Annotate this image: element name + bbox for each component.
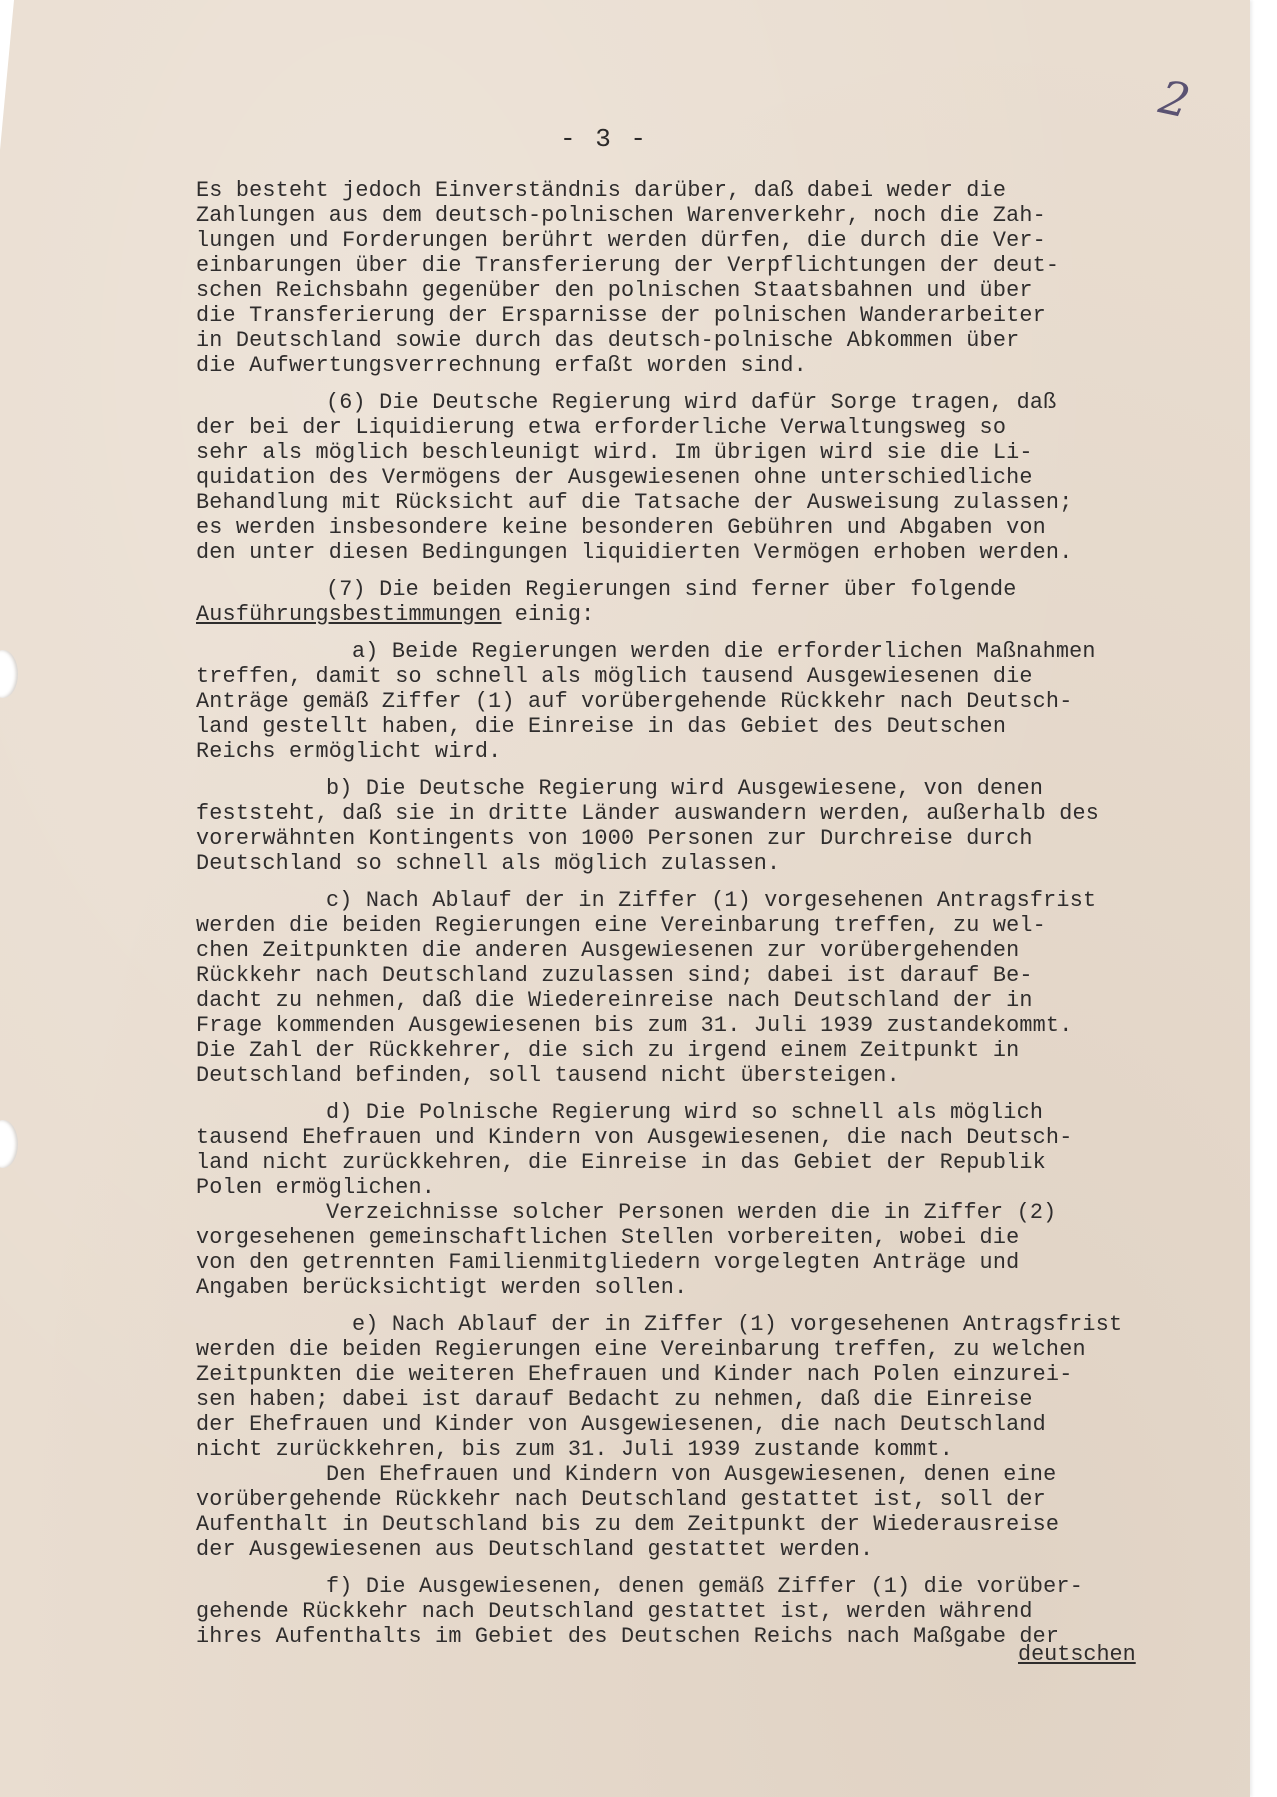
text-line: die Transferierung der Ersparnisse der polnischen Wanderarbeiter (196, 303, 1046, 328)
text-line (196, 602, 1206, 627)
text-line: land nicht zurückkehren, die Einreise in das Gebiet der Republik (196, 1150, 1046, 1175)
text-line: ihres Aufenthalts im Gebiet des Deutschen Reichs nach Maßgabe der (196, 1624, 1060, 1649)
text-line: b) Die Deutsche Regierung wird Ausgewiesene, von denen (326, 776, 1044, 801)
text-line: von den getrennten Familienmitgliedern vorgelegten Anträge und (196, 1250, 1020, 1275)
text-line: d) Die Polnische Regierung wird so schnell als möglich (326, 1100, 1044, 1125)
text-line: Deutschland befinden, soll tausend nicht übersteigen. (196, 1063, 900, 1088)
text-line: Frage kommenden Ausgewiesenen bis zum 31. Juli 1939 zustandekommt. (196, 1013, 1073, 1038)
text-line: sehr als möglich beschleunigt wird. Im übrigen wird sie die Li- (196, 440, 1033, 465)
text-line: werden die beiden Regierungen eine Vereinbarung treffen, zu welchen (196, 1337, 1086, 1362)
handwritten-page-mark: 2 (1154, 69, 1195, 129)
text-line: werden die beiden Regierungen eine Vereinbarung treffen, zu wel- (196, 913, 1046, 938)
paragraph-c (196, 888, 1206, 1088)
text-line: der Ehefrauen und Kinder von Ausgewiesenen, die nach Deutschland (196, 1412, 1046, 1437)
text-line: vorerwähnten Kontingents von 1000 Personen zur Durchreise durch (196, 826, 1033, 851)
text-line: der bei der Liquidierung etwa erforderliche Verwaltungsweg so (196, 415, 1007, 440)
text-line: Rückkehr nach Deutschland zuzulassen sind; dabei ist darauf Be- (196, 963, 1033, 988)
text-line: Den Ehefrauen und Kindern von Ausgewiesenen, denen eine (326, 1462, 1057, 1487)
torn-corner (0, 0, 14, 150)
text-line: der Ausgewiesenen aus Deutschland gestattet werden. (196, 1537, 874, 1562)
text-line: vorgesehenen gemeinschaftlichen Stellen vorbereiten, wobei die (196, 1225, 1020, 1250)
text-line: f) Die Ausgewiesenen, denen gemäß Ziffer (1) die vorüber- (326, 1574, 1083, 1599)
text-line: Deutschland so schnell als möglich zulassen. (196, 851, 781, 876)
text-line: tausend Ehefrauen und Kindern von Ausgewiesenen, die nach Deutsch- (196, 1125, 1073, 1150)
text-line: Die Zahl der Rückkehrer, die sich zu irgend einem Zeitpunkt in (196, 1038, 1020, 1063)
paragraph-a (196, 639, 1206, 764)
paragraph-continuation (196, 178, 1206, 378)
text-line: gehende Rückkehr nach Deutschland gestattet ist, werden während (196, 1599, 1033, 1624)
text-line: Aufenthalt in Deutschland bis zu dem Zeitpunkt der Wiederausreise (196, 1512, 1060, 1537)
text-line: Anträge gemäß Ziffer (1) auf vorübergehende Rückkehr nach Deutsch- (196, 689, 1073, 714)
text-line: treffen, damit so schnell als möglich tausend Ausgewiesenen die (196, 664, 1033, 689)
text-line: dacht zu nehmen, daß die Wiedereinreise nach Deutschland der in (196, 988, 1033, 1013)
text-line: in Deutschland sowie durch das deutsch-polnische Abkommen über (196, 328, 1020, 353)
punch-hole-upper (0, 650, 18, 698)
text-line: feststeht, daß sie in dritte Länder auswandern werden, außerhalb des (196, 801, 1100, 826)
text-line: lungen und Forderungen berührt werden dürfen, die durch die Ver- (196, 228, 1046, 253)
text-line: einbarungen über die Transferierung der Verpflichtungen der deut- (196, 253, 1060, 278)
text-fragment: einig: (501, 602, 595, 627)
paragraph-7 (196, 577, 1206, 627)
text-line: (7) Die beiden Regierungen sind ferner über folgende (326, 577, 1017, 602)
text-line: Reichs ermöglicht wird. (196, 739, 502, 764)
body-text (196, 178, 1206, 1661)
text-line: Behandlung mit Rücksicht auf die Tatsache der Ausweisung zulassen; (196, 490, 1073, 515)
punch-hole-lower (0, 1120, 18, 1168)
text-line: Verzeichnisse solcher Personen werden die in Ziffer (2) (326, 1200, 1057, 1225)
text-line: e) Nach Ablauf der in Ziffer (1) vorgesehenen Antragsfrist (352, 1312, 1123, 1337)
page-number: - 3 - (560, 124, 649, 154)
text-line: (6) Die Deutsche Regierung wird dafür Sorge tragen, daß (326, 390, 1057, 415)
text-line: vorübergehende Rückkehr nach Deutschland gestattet ist, soll der (196, 1487, 1046, 1512)
catchword: deutschen (1018, 1642, 1136, 1667)
text-line: Zeitpunkten die weiteren Ehefrauen und Kinder nach Polen einzurei- (196, 1362, 1073, 1387)
underlined-heading: Ausführungsbestimmungen (196, 602, 502, 627)
text-line: Es besteht jedoch Einverständnis darüber, daß dabei weder die (196, 178, 1007, 203)
paragraph-b (196, 776, 1206, 876)
paragraph-e (196, 1312, 1206, 1562)
paragraph-6 (196, 390, 1206, 565)
text-line: Polen ermöglichen. (196, 1175, 436, 1200)
text-line: sen haben; dabei ist darauf Bedacht zu nehmen, daß die Einreise (196, 1387, 1033, 1412)
paragraph-f (196, 1574, 1206, 1649)
text-line: die Aufwertungsverrechnung erfaßt worden sind. (196, 353, 807, 378)
text-line: nicht zurückkehren, bis zum 31. Juli 1939 zustande kommt. (196, 1437, 953, 1462)
text-line: schen Reichsbahn gegenüber den polnischen Staatsbahnen und über (196, 278, 1033, 303)
text-line: den unter diesen Bedingungen liquidierten Vermögen erhoben werden. (196, 540, 1073, 565)
text-line: a) Beide Regierungen werden die erforderlichen Maßnahmen (352, 639, 1096, 664)
text-line: Angaben berücksichtigt werden sollen. (196, 1275, 688, 1300)
text-line: es werden insbesondere keine besonderen Gebühren und Abgaben von (196, 515, 1046, 540)
text-line: chen Zeitpunkten die anderen Ausgewiesenen zur vorübergehenden (196, 938, 1020, 963)
text-line: c) Nach Ablauf der in Ziffer (1) vorgesehenen Antragsfrist (326, 888, 1097, 913)
paragraph-d (196, 1100, 1206, 1300)
text-line: Zahlungen aus dem deutsch-polnischen Warenverkehr, noch die Zah- (196, 203, 1046, 228)
text-line: quidation des Vermögens der Ausgewiesenen ohne unterschiedliche (196, 465, 1033, 490)
text-line: land gestellt haben, die Einreise in das Gebiet des Deutschen (196, 714, 1007, 739)
